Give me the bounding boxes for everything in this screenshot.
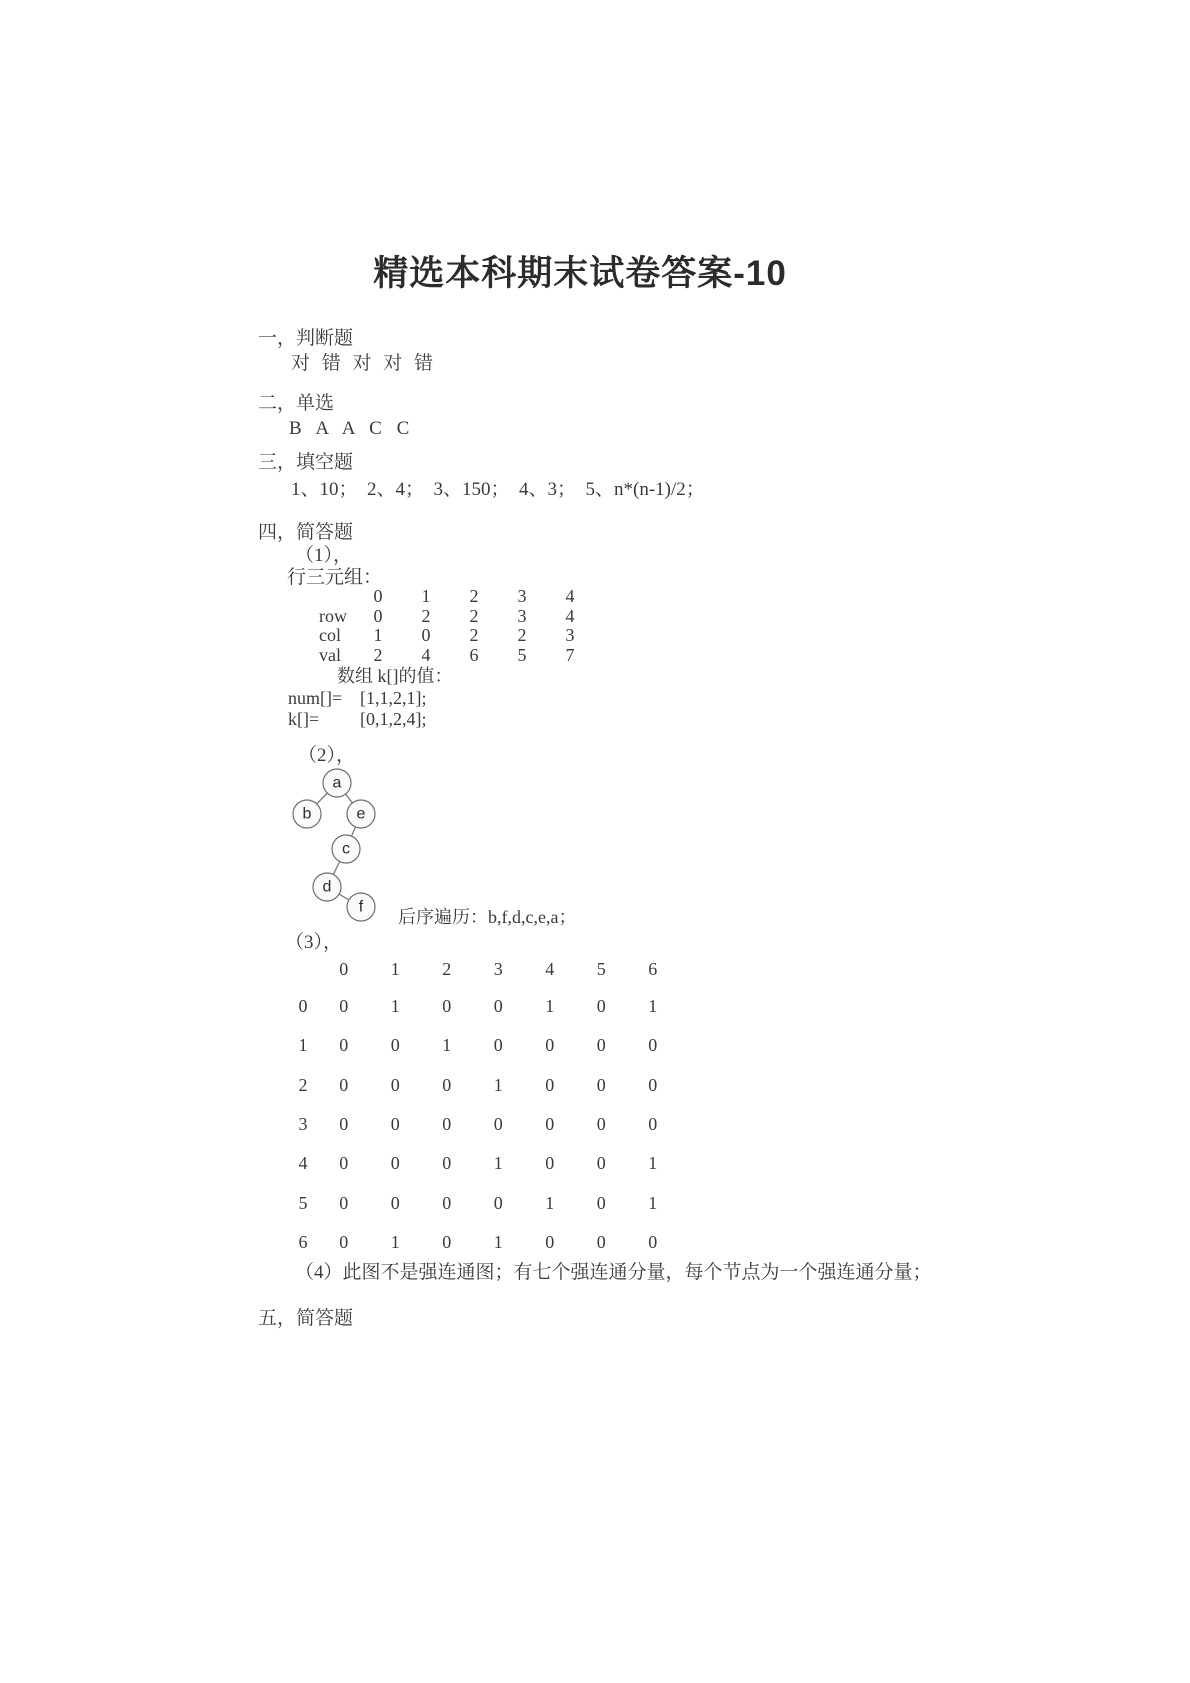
matrix-cell: 0 xyxy=(390,1192,400,1213)
triplet-cell: 2 xyxy=(469,605,479,626)
section-5-heading: 五，简答题 xyxy=(258,1308,354,1329)
matrix-row-label: 6 xyxy=(298,1231,308,1252)
triplet-cell: 5 xyxy=(517,644,527,665)
triplet-row-label: col xyxy=(319,625,341,646)
adjacency-matrix xyxy=(288,951,679,1262)
triplet-cell: 0 xyxy=(373,605,383,626)
matrix-cell: 0 xyxy=(648,1231,658,1252)
matrix-cell: 1 xyxy=(390,996,400,1017)
matrix-cell: 0 xyxy=(339,1035,349,1056)
matrix-cell: 0 xyxy=(390,1153,400,1174)
binary-tree-diagram xyxy=(285,760,415,932)
matrix-cell: 1 xyxy=(648,996,658,1017)
q1-subtitle: 行三元组： xyxy=(287,567,383,588)
triplet-cell: 0 xyxy=(421,625,431,646)
tree-node-label: c xyxy=(342,840,350,858)
matrix-cell: 0 xyxy=(339,1153,349,1174)
matrix-cell: 0 xyxy=(339,1074,349,1095)
matrix-col-header: 1 xyxy=(390,958,400,979)
matrix-cell: 0 xyxy=(545,1153,555,1174)
triplet-row-label: val xyxy=(319,644,341,665)
matrix-cell: 0 xyxy=(493,996,503,1017)
matrix-cell: 0 xyxy=(442,1114,452,1135)
matrix-cell: 0 xyxy=(390,1074,400,1095)
matrix-cell: 0 xyxy=(596,1074,606,1095)
matrix-cell: 0 xyxy=(442,1192,452,1213)
tree-node-label: b xyxy=(302,805,312,823)
tree-node-label: f xyxy=(358,898,364,916)
matrix-cell: 1 xyxy=(493,1231,503,1252)
num-array-value: [1,1,2,1]; xyxy=(360,688,427,708)
matrix-cell: 0 xyxy=(390,1035,400,1056)
matrix-cell: 0 xyxy=(339,1231,349,1252)
section-2-answers: B A A C C xyxy=(289,418,410,439)
matrix-cell: 0 xyxy=(545,1035,555,1056)
q4-text: （4）此图不是强连通图；有七个强连通分量，每个节点为一个强连通分量； xyxy=(295,1262,932,1283)
triplet-cell: 7 xyxy=(565,644,575,665)
matrix-row-label: 1 xyxy=(298,1035,308,1056)
matrix-cell: 0 xyxy=(442,996,452,1017)
triplet-cell: 2 xyxy=(517,625,527,646)
triplet-cell: 3 xyxy=(565,625,575,646)
k-array-label: k[]= xyxy=(288,709,320,729)
triplet-cell: 6 xyxy=(469,644,479,665)
tree-node-label: e xyxy=(356,805,366,823)
num-array-row xyxy=(288,688,427,709)
matrix-cell: 0 xyxy=(442,1074,452,1095)
triplet-cell: 1 xyxy=(373,625,383,646)
triplet-table-row xyxy=(295,607,594,627)
matrix-cell: 0 xyxy=(493,1114,503,1135)
matrix-row-label: 3 xyxy=(298,1114,308,1135)
matrix-cell: 0 xyxy=(596,1035,606,1056)
matrix-cell: 0 xyxy=(339,1192,349,1213)
matrix-cell: 0 xyxy=(442,1231,452,1252)
matrix-cell: 1 xyxy=(648,1192,658,1213)
matrix-corner xyxy=(288,951,318,987)
triplet-table-row xyxy=(295,587,594,607)
triplet-cell: 3 xyxy=(517,605,527,626)
matrix-cell: 1 xyxy=(545,996,555,1017)
num-array-label: num[]= xyxy=(288,688,343,708)
triplet-cell: 4 xyxy=(421,644,431,665)
tree-node-label: a xyxy=(332,774,342,792)
section-3-heading: 三，填空题 xyxy=(258,452,354,473)
matrix-row-label: 4 xyxy=(298,1153,308,1174)
postorder-traversal-text: 后序遍历：b,f,d,c,e,a； xyxy=(398,907,577,927)
matrix-cell: 0 xyxy=(596,1192,606,1213)
tree-node-label: d xyxy=(322,878,332,896)
matrix-col-header: 2 xyxy=(442,958,452,979)
matrix-cell: 1 xyxy=(545,1192,555,1213)
page-title: 精选本科期末试卷答案-10 xyxy=(373,254,787,293)
section-2-heading: 二，单选 xyxy=(258,393,335,414)
triplet-cell: 1 xyxy=(421,586,431,607)
matrix-cell: 0 xyxy=(545,1074,555,1095)
matrix-cell: 1 xyxy=(648,1153,658,1174)
triplet-table-row xyxy=(295,646,594,666)
matrix-cell: 0 xyxy=(545,1114,555,1135)
matrix-cell: 1 xyxy=(493,1153,503,1174)
matrix-cell: 1 xyxy=(493,1074,503,1095)
matrix-cell: 0 xyxy=(390,1114,400,1135)
matrix-cell: 1 xyxy=(390,1231,400,1252)
triplet-cell: 2 xyxy=(373,644,383,665)
matrix-col-header: 4 xyxy=(545,958,555,979)
triplet-row-label: row xyxy=(319,605,347,626)
triplet-cell: 3 xyxy=(517,586,527,607)
triplet-cell: 2 xyxy=(469,625,479,646)
triplet-cell: 2 xyxy=(421,605,431,626)
matrix-cell: 0 xyxy=(596,1231,606,1252)
q3-label: （3）， xyxy=(285,932,343,953)
k-array-row xyxy=(288,709,427,730)
q1-label: （1）， xyxy=(295,545,353,566)
matrix-cell: 0 xyxy=(648,1074,658,1095)
matrix-cell: 0 xyxy=(545,1231,555,1252)
matrix-cell: 0 xyxy=(596,996,606,1017)
matrix-row-label: 0 xyxy=(298,996,308,1017)
array-note: 数组 k[]的值： xyxy=(337,666,453,686)
matrix-col-header: 3 xyxy=(493,958,503,979)
section-4-heading: 四，简答题 xyxy=(258,522,354,543)
matrix-cell: 0 xyxy=(648,1114,658,1135)
matrix-cell: 0 xyxy=(493,1035,503,1056)
q2-label: （2）， xyxy=(298,745,356,766)
matrix-cell: 0 xyxy=(493,1192,503,1213)
triplet-cell: 0 xyxy=(373,586,383,607)
k-array-value: [0,1,2,4]; xyxy=(360,709,427,729)
matrix-cell: 0 xyxy=(596,1153,606,1174)
matrix-cell: 0 xyxy=(339,996,349,1017)
matrix-row-label: 5 xyxy=(298,1192,308,1213)
matrix-col-header: 5 xyxy=(596,958,606,979)
matrix-cell: 0 xyxy=(648,1035,658,1056)
triplet-table xyxy=(295,587,594,665)
triplet-cell: 2 xyxy=(469,586,479,607)
matrix-row-label: 2 xyxy=(298,1074,308,1095)
triplet-cell: 4 xyxy=(565,586,575,607)
section-1-answers: 对 错 对 对 错 xyxy=(291,353,434,374)
triplet-table-row xyxy=(295,626,594,646)
matrix-cell: 1 xyxy=(442,1035,452,1056)
matrix-cell: 0 xyxy=(596,1114,606,1135)
triplet-cell: 4 xyxy=(565,605,575,626)
section-1-heading: 一，判断题 xyxy=(258,328,354,349)
section-3-answers: 1、10； 2、4； 3、150； 4、3； 5、n*(n-1)/2； xyxy=(291,479,705,500)
matrix-col-header: 6 xyxy=(648,958,658,979)
matrix-cell: 0 xyxy=(339,1114,349,1135)
matrix-cell: 0 xyxy=(442,1153,452,1174)
matrix-col-header: 0 xyxy=(339,958,349,979)
